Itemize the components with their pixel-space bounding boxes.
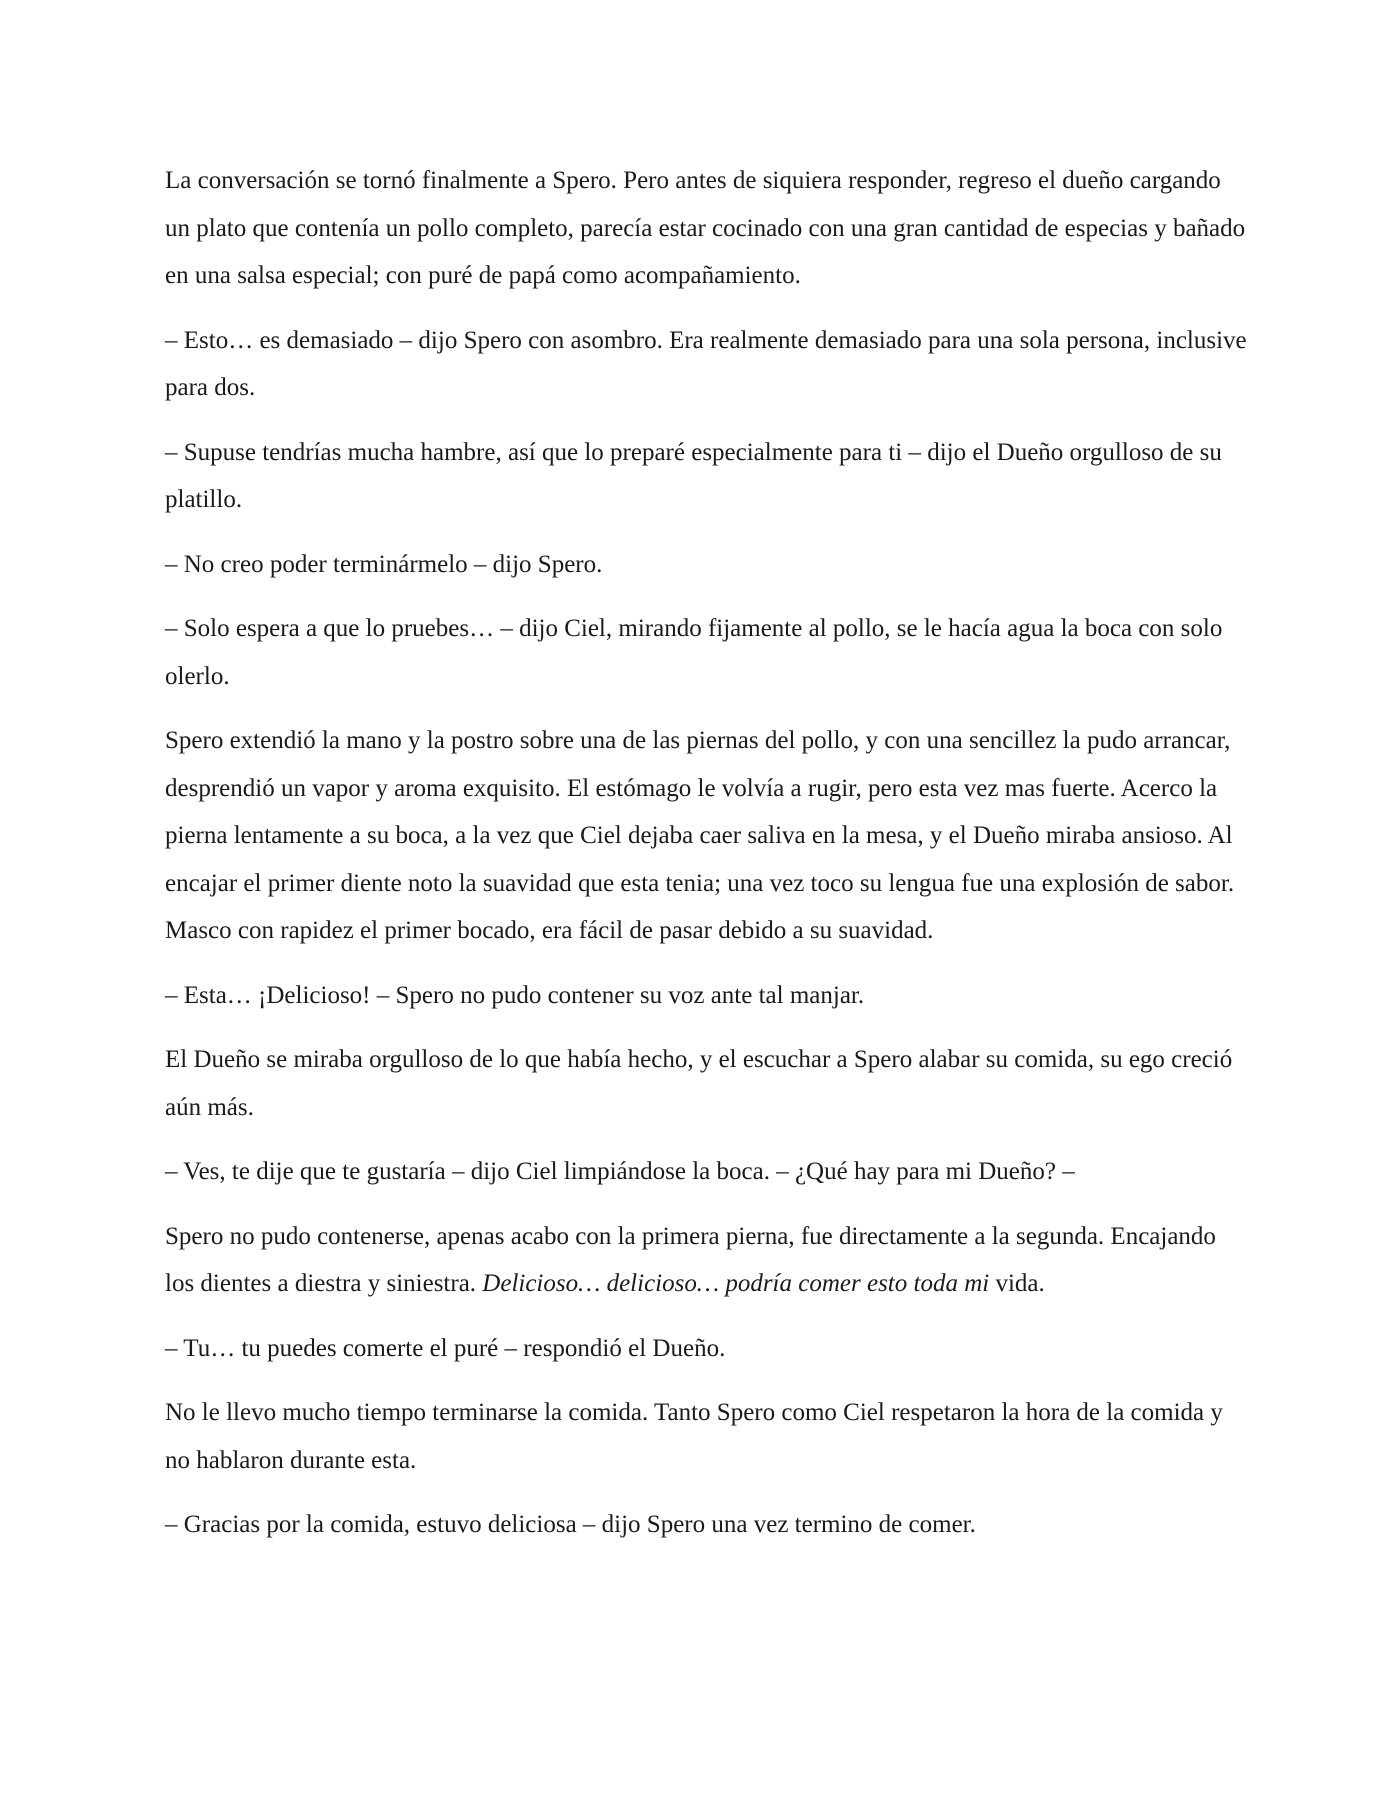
- paragraph-9: – Ves, te dije que te gustaría – dijo Ciel limpiándose la boca. – ¿Qué hay para mi Dueño? –: [165, 1158, 1075, 1185]
- paragraph-10-italic: Delicioso… delicioso… podría comer esto toda mi: [482, 1270, 990, 1297]
- paragraph-12: No le llevo mucho tiempo terminarse la comida. Tanto Spero como Ciel respetaron la hora de la comida y no hablaron durante esta.: [165, 1399, 1223, 1474]
- paragraph-10: [165, 1213, 1250, 1308]
- paragraph-1: La conversación se tornó finalmente a Spero. Pero antes de siquiera responder, regreso el dueño cargando un plato que contenía un pollo completo, parecía estar cocinado con una gran cantidad de especias y bañado en una salsa especial; con puré de papá como acompañamiento.: [165, 167, 1246, 289]
- paragraph-13: – Gracias por la comida, estuvo deliciosa – dijo Spero una vez termino de comer.: [165, 1511, 976, 1538]
- paragraph-6: Spero extendió la mano y la postro sobre una de las piernas del pollo, y con una sencillez la pudo arrancar, desprendió un vapor y aroma exquisito. El estómago le volvía a rugir, pero esta vez mas fuerte. Acerco la pierna lentamente a su boca, a la vez que Ciel dejaba caer saliva en la mesa, y el Dueño miraba ansioso. Al encajar el primer diente noto la suavidad que esta tenia; una vez toco su lengua fue una explosión de sabor. Masco con rapidez el primer bocado, era fácil de pasar debido a su suavidad.: [165, 727, 1235, 944]
- paragraph-2: – Esto… es demasiado – dijo Spero con asombro. Era realmente demasiado para una sola persona, inclusive para dos.: [165, 326, 1247, 401]
- paragraph-4: – No creo poder terminármelo – dijo Spero.: [165, 550, 603, 578]
- paragraph-10-lead: Spero no pudo contenerse, apenas acabo con la primera pierna, fue directamente a la segunda. Encajando los dientes a diestra y siniestra.: [165, 1222, 1216, 1297]
- paragraph-5: – Solo espera a que lo pruebes… – dijo Ciel, mirando fijamente al pollo, se le hacía agua la boca con solo olerlo.: [165, 615, 1223, 690]
- paragraph-3: – Supuse tendrías mucha hambre, así que lo preparé especialmente para ti – dijo el Dueño orgulloso de su platillo.: [165, 438, 1222, 513]
- paragraph-8: El Dueño se miraba orgulloso de lo que había hecho, y el escuchar a Spero alabar su comida, su ego creció aún más.: [165, 1046, 1233, 1121]
- paragraph-10-tail: vida.: [989, 1270, 1045, 1297]
- paragraph-7: – Esta… ¡Delicioso! – Spero no pudo contener su voz ante tal manjar.: [165, 981, 865, 1009]
- paragraph-11: – Tu… tu puedes comerte el puré – respondió el Dueño.: [165, 1334, 726, 1362]
- document-body: [165, 157, 1250, 1566]
